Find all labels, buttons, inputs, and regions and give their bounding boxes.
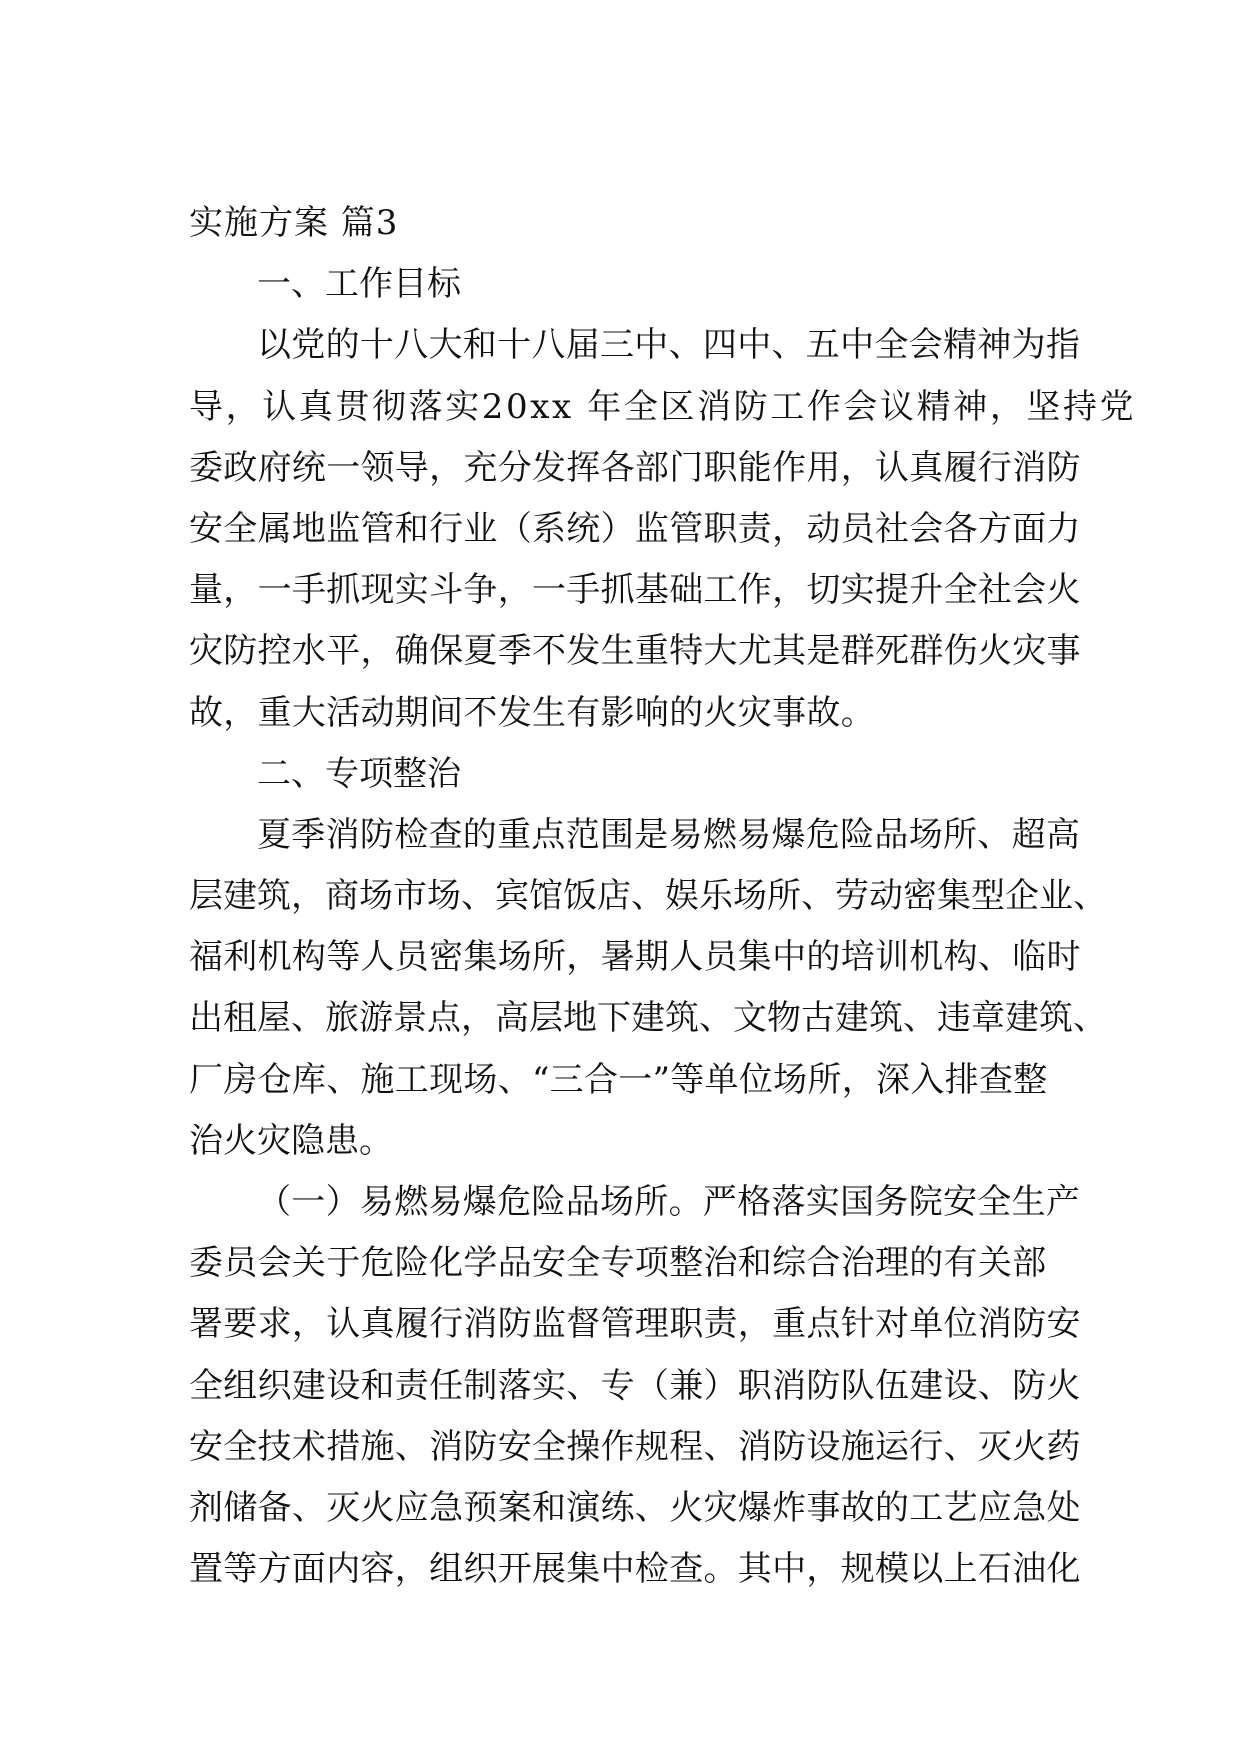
text-line: 安全技术措施、消防安全操作规程、消防设施运行、灭火药 — [189, 1426, 1081, 1467]
text-line: 厂房仓库、施工现场、“三合一”等单位场所，深入排查整 — [189, 1059, 1048, 1100]
text-line: 安全属地监管和行业（系统）监管职责，动员社会各方面力 — [189, 508, 1081, 549]
section-heading-work-goals: 一、工作目标 — [257, 264, 461, 305]
section-heading-special-rectification: 二、专项整治 — [257, 753, 461, 794]
text-line: 出租屋、旅游景点，高层地下建筑、文物古建筑、违章建筑、 — [189, 998, 1107, 1039]
document-title: 实施方案 篇3 — [189, 203, 399, 243]
paragraph-flammable-explosive-sites — [189, 1172, 1081, 1600]
text-line: 置等方面内容，组织开展集中检查。其中，规模以上石油化 — [189, 1549, 1081, 1590]
document-body — [189, 193, 1137, 1600]
text-line: 全组织建设和责任制落实、专（兼）职消防队伍建设、防火 — [189, 1365, 1081, 1406]
text-line: 署要求，认真履行消防监督管理职责，重点针对单位消防安 — [189, 1304, 1081, 1345]
text-line: 剂储备、灭火应急预案和演练、火灾爆炸事故的工艺应急处 — [189, 1487, 1081, 1528]
text-line: 故，重大活动期间不发生有影响的火灾事故。 — [189, 692, 875, 733]
text-line: 福利机构等人员密集场所，暑期人员集中的培训机构、临时 — [189, 937, 1081, 978]
paragraph-inspection-scope — [189, 805, 1107, 1172]
text-line: （一）易燃易爆危险品场所。严格落实国务院安全生产 — [257, 1182, 1081, 1222]
text-line: 委政府统一领导，充分发挥各部门职能作用，认真履行消防 — [189, 447, 1081, 488]
text-line: 委员会关于危险化学品安全专项整治和综合治理的有关部 — [189, 1243, 1047, 1284]
text-line: 以党的十八大和十八届三中、四中、五中全会精神为指 — [257, 325, 1081, 366]
paragraph-work-goals — [189, 315, 1137, 743]
text-line: 灾防控水平，确保夏季不发生重特大尤其是群死群伤火灾事 — [189, 631, 1081, 672]
text-line: 夏季消防检查的重点范围是易燃易爆危险品场所、超高 — [257, 814, 1081, 855]
text-line: 量，一手抓现实斗争，一手抓基础工作，切实提升全社会火 — [189, 570, 1081, 611]
text-line: 导，认真贯彻落实20xx 年全区消防工作会议精神，坚持党 — [189, 386, 1137, 427]
text-line: 层建筑，商场市场、宾馆饭店、娱乐场所、劳动密集型企业、 — [189, 876, 1107, 917]
text-line: 治火灾隐患。 — [189, 1120, 393, 1161]
